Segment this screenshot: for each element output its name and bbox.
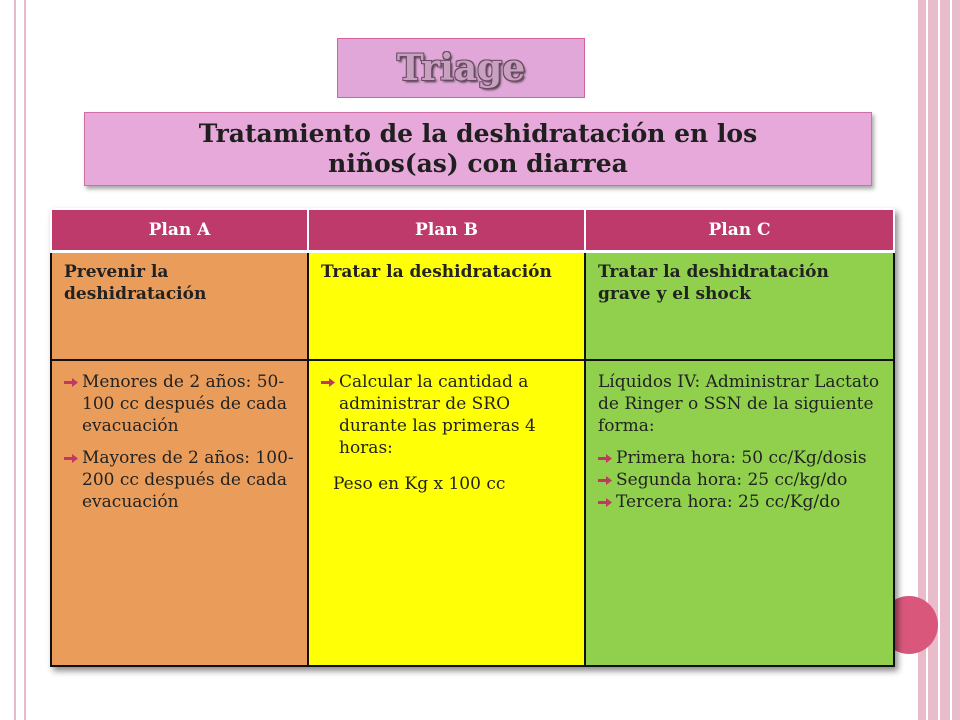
plan-c-item: Segunda hora: 25 cc/kg/do [616, 470, 848, 490]
plan-b-item: Calcular la cantidad a administrar de SRO durante las primeras 4 horas: [339, 372, 536, 458]
slide-title: Triage [396, 47, 526, 89]
left-border-decoration [14, 0, 26, 720]
subtitle-line-2: niños(as) con diarrea [328, 149, 628, 178]
plan-a-item: Mayores de 2 años: 100-200 cc después de cada evacuación [82, 448, 294, 512]
header-plan-b: Plan B [308, 209, 585, 252]
detail-plan-c [585, 360, 894, 666]
title-box [337, 38, 585, 98]
plans-table [50, 208, 895, 667]
list-item [321, 371, 574, 459]
arrow-right-icon [64, 454, 78, 463]
list-spacer [64, 437, 297, 447]
subtitle-box [84, 112, 872, 186]
list-item [64, 447, 297, 513]
right-border-line [938, 0, 940, 720]
arrow-right-icon [598, 454, 612, 463]
goal-row [51, 252, 894, 361]
detail-row [51, 360, 894, 666]
plan-a-list [64, 371, 297, 513]
plan-a-item: Menores de 2 años: 50-100 cc después de cada evacuación [82, 372, 288, 436]
goal-plan-b: Tratar la deshidratación [308, 252, 585, 361]
plan-c-item: Primera hora: 50 cc/Kg/dosis [616, 448, 867, 468]
plan-c-intro: Líquidos IV: Administrar Lactato de Ringer o SSN de la siguiente forma: [598, 372, 880, 436]
arrow-right-icon [64, 378, 78, 387]
plan-c-item: Tercera hora: 25 cc/Kg/do [616, 492, 841, 512]
detail-plan-b [308, 360, 585, 666]
slide-subtitle [199, 119, 757, 179]
list-item [598, 469, 883, 491]
goal-plan-a: Prevenir la deshidratación [51, 252, 308, 361]
right-border-line [950, 0, 952, 720]
list-item [598, 447, 883, 469]
detail-plan-a [51, 360, 308, 666]
table-header-row [51, 209, 894, 252]
list-item [598, 491, 883, 513]
goal-plan-c: Tratar la deshidratación grave y el shock [585, 252, 894, 361]
arrow-right-icon [321, 378, 335, 387]
plan-b-formula: Peso en Kg x 100 cc [333, 474, 506, 494]
plan-b-list [321, 371, 574, 459]
header-plan-a: Plan A [51, 209, 308, 252]
arrow-right-icon [598, 476, 612, 485]
plan-c-list [598, 447, 883, 513]
list-item [64, 371, 297, 437]
arrow-right-icon [598, 498, 612, 507]
header-plan-c: Plan C [585, 209, 894, 252]
subtitle-line-1: Tratamiento de la deshidratación en los [198, 119, 758, 148]
